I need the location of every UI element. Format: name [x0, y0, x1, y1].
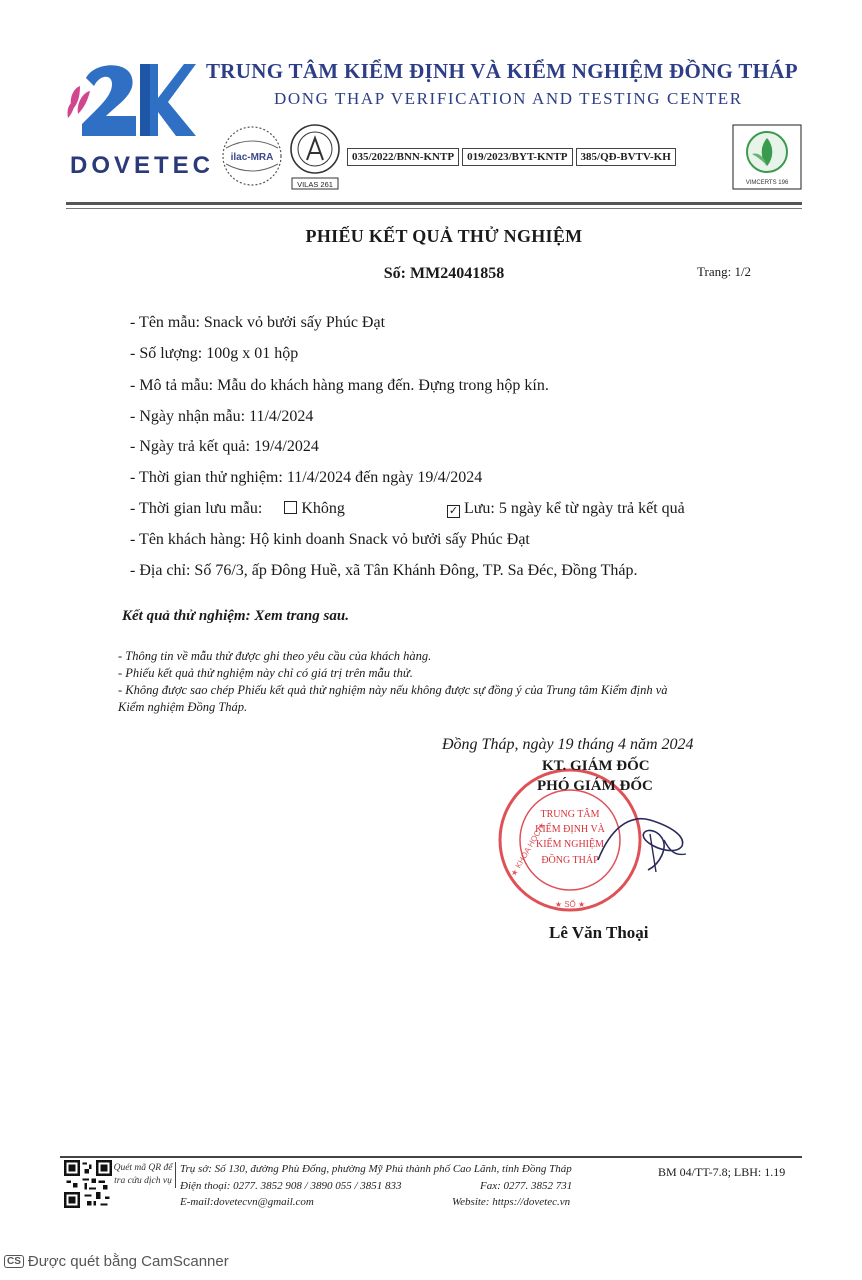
sample-name: - Tên mẫu: Snack vỏ bưởi sấy Phúc Đạt	[130, 314, 386, 331]
qr-code-icon[interactable]	[64, 1160, 112, 1208]
signer-name: Lê Văn Thoại	[549, 923, 649, 942]
stamp-text: KIỂM NGHIỆM	[535, 839, 605, 850]
document-number: Số: MM24041858	[383, 265, 505, 282]
header-divider	[66, 202, 802, 205]
stamp-text: TRUNG TÂM	[540, 809, 600, 820]
retention-no-checkbox[interactable]	[284, 501, 297, 514]
signer-title-1: KT. GIÁM ĐỐC	[542, 758, 650, 774]
svg-text:ilac-MRA: ilac-MRA	[230, 152, 274, 163]
retention-no-label: Không	[301, 500, 345, 517]
sample-quantity: - Số lượng: 100g x 01 hộp	[130, 345, 299, 362]
dovetec-logo-icon	[66, 58, 196, 154]
camscanner-text: Được quét bằng CamScanner	[27, 1253, 229, 1270]
logo-wordmark: DOVETEC	[70, 152, 215, 179]
vimcerts-seal-icon	[732, 124, 802, 190]
form-code: BM 04/TT-7.8; LBH: 1.19	[658, 1165, 786, 1179]
stamp-text: ĐỒNG THÁP	[541, 855, 599, 866]
vilas-accreditation-seal-icon	[286, 122, 344, 192]
sample-description: - Mô tả mẫu: Mẫu do khách hàng mang đến. Đựng trong hộp kín.	[130, 377, 549, 394]
registration-number: 035/2022/BNN-KNTP	[347, 148, 459, 166]
retention-row	[130, 500, 685, 518]
place-and-date: Đồng Tháp, ngày 19 tháng 4 năm 2024	[442, 736, 694, 753]
registration-numbers	[347, 148, 676, 166]
result-date: - Ngày trả kết quả: 19/4/2024	[130, 438, 319, 455]
camscanner-logo-icon: CS	[4, 1255, 24, 1268]
footer-divider	[60, 1156, 802, 1158]
note-line: - Không được sao chép Phiếu kết quả thử nghiệm này nếu không được sự đồng ý của Trung tâm Kiểm định và	[118, 683, 668, 697]
customer-address: - Địa chỉ: Số 76/3, ấp Đông Huề, xã Tân Khánh Đông, TP. Sa Đéc, Đồng Tháp.	[130, 562, 638, 579]
organization-name-en: DONG THAP VERIFICATION AND TESTING CENTER	[274, 89, 743, 108]
svg-text:VILAS 261: VILAS 261	[297, 180, 333, 189]
footer-fax: Fax: 0277. 3852 731	[480, 1180, 573, 1192]
footer-address: Trụ sở: Số 130, đường Phù Đổng, phường Mỹ Phú thành phố Cao Lãnh, tỉnh Đồng Tháp	[180, 1163, 572, 1175]
camscanner-watermark	[4, 1253, 229, 1270]
svg-text:★ SỐ ★: ★ SỐ ★	[554, 900, 586, 909]
organization-name-vi: TRUNG TÂM KIỂM ĐỊNH VÀ KIỂM NGHIỆM ĐỒNG THÁP	[206, 59, 798, 83]
handwritten-signature-icon	[590, 800, 700, 880]
note-line: - Thông tin về mẫu thử được ghi theo yêu cầu của khách hàng.	[118, 649, 432, 663]
svg-text:VIMCERTS 196: VIMCERTS 196	[745, 180, 789, 186]
stamp-text: KIỂM ĐỊNH VÀ	[535, 824, 605, 835]
svg-text:★ KHOA HỌC ★: ★ KHOA HỌC ★	[508, 820, 548, 878]
note-line: Kiểm nghiệm Đồng Tháp.	[118, 700, 248, 714]
footer-phone: Điện thoại: 0277. 3852 908 / 3890 055 / 3851 833	[180, 1180, 402, 1192]
customer-name: - Tên khách hàng: Hộ kinh doanh Snack vỏ bưởi sấy Phúc Đạt	[130, 531, 530, 548]
received-date: - Ngày nhận mẫu: 11/4/2024	[130, 408, 314, 425]
ilac-mra-seal-icon	[220, 124, 284, 188]
footer-website[interactable]: Website: https://dovetec.vn	[452, 1196, 571, 1208]
qr-caption: Quét mã QR để tra cứu dịch vụ	[113, 1162, 176, 1188]
document-title: PHIẾU KẾT QUẢ THỬ NGHIỆM	[305, 226, 583, 246]
retention-yes-label: Lưu: 5 ngày kể từ ngày trả kết quả	[463, 500, 685, 517]
retention-label: - Thời gian lưu mẫu:	[130, 500, 263, 517]
note-line: - Phiếu kết quả thử nghiệm này chỉ có giá trị trên mẫu thử.	[118, 666, 413, 680]
registration-number: 385/QĐ-BVTV-KH	[576, 148, 676, 166]
registration-number: 019/2023/BYT-KNTP	[462, 148, 572, 166]
page-number: Trang: 1/2	[697, 264, 752, 279]
test-period: - Thời gian thử nghiệm: 11/4/2024 đến ngày 19/4/2024	[130, 469, 483, 486]
header-divider-thin	[66, 208, 802, 209]
retention-yes-checkbox[interactable]: ✓	[448, 505, 459, 517]
result-reference: Kết quả thử nghiệm: Xem trang sau.	[122, 608, 349, 624]
footer-email[interactable]: E-mail:dovetecvn@gmail.com	[180, 1196, 314, 1208]
signer-title-2: PHÓ GIÁM ĐỐC	[537, 778, 653, 794]
